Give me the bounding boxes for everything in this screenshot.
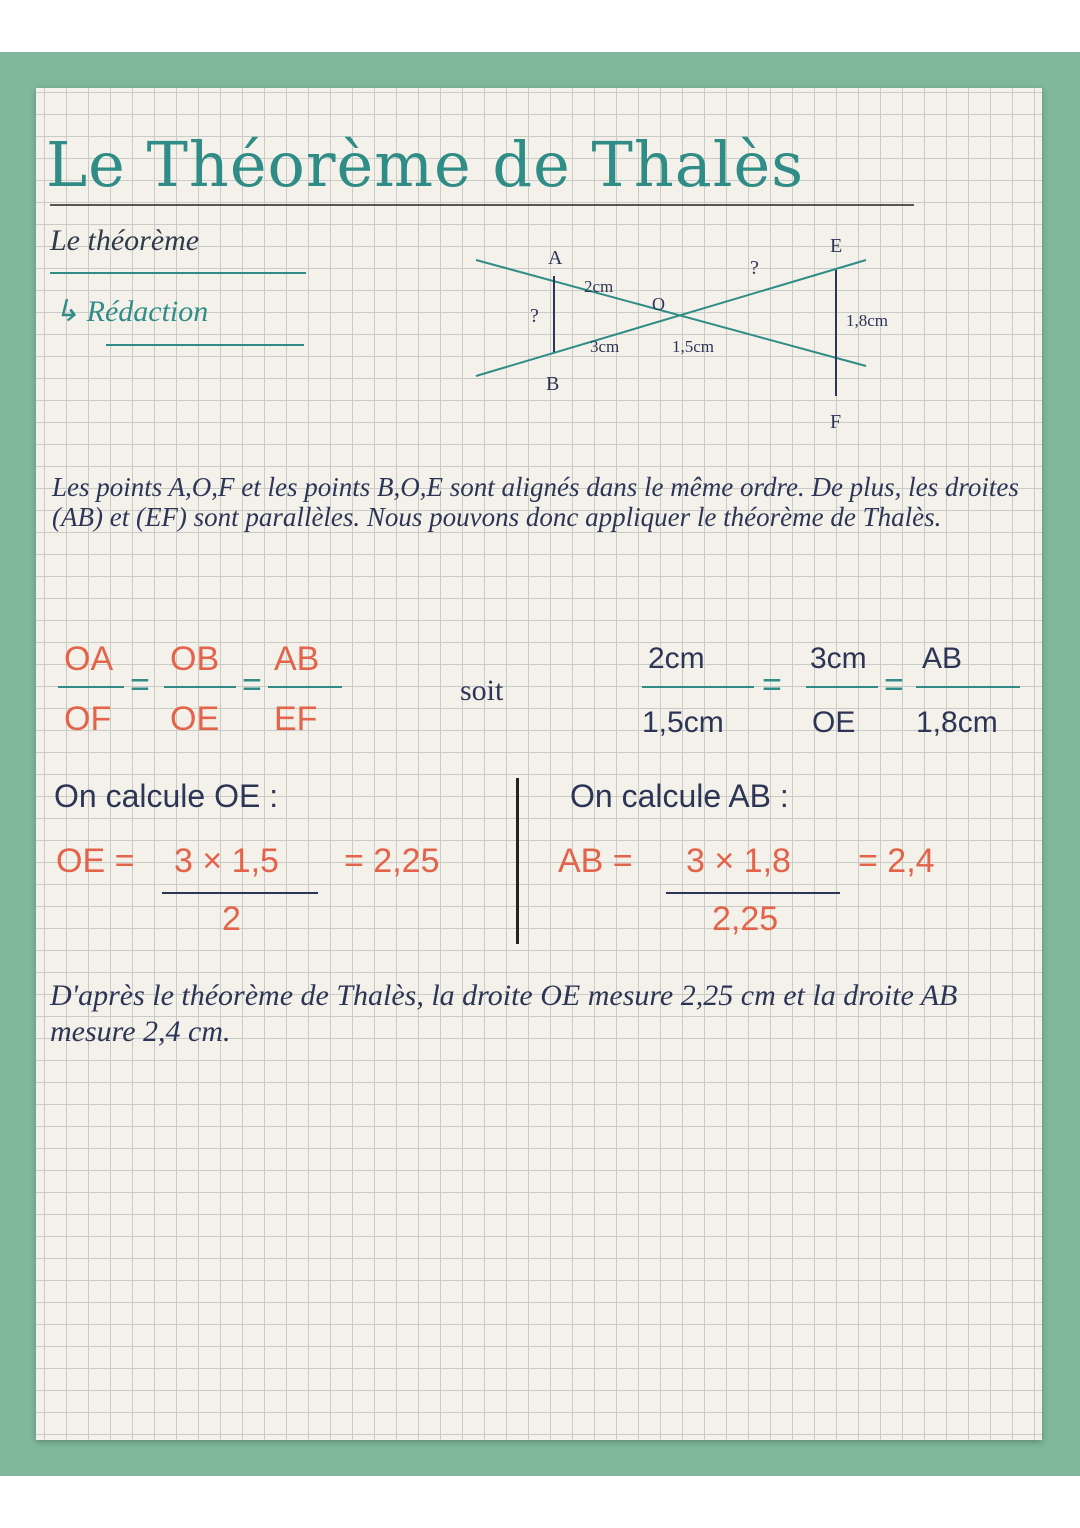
label-unknown-ab: ? — [530, 305, 539, 327]
label-len-oa: 2cm — [584, 277, 614, 296]
label-e: E — [830, 235, 843, 257]
label-len-ob: 3cm — [590, 337, 620, 356]
ratio-bar-1 — [58, 686, 124, 688]
ratio-value-1-5cm: 1,5cm — [642, 706, 724, 739]
grid-paper-sheet — [36, 88, 1042, 1440]
ratio-num-oa: OA — [64, 640, 114, 678]
title-underline — [50, 204, 914, 206]
label-f: F — [830, 411, 842, 433]
label-len-ef: 1,8cm — [846, 311, 889, 330]
top-margin — [0, 0, 1080, 52]
section-theoreme: Le théorème — [50, 224, 200, 257]
ratio-num-ob: OB — [170, 640, 220, 678]
label-b: B — [546, 373, 560, 395]
ratio-value-2cm: 2cm — [648, 642, 705, 675]
ratio-bar-3 — [268, 686, 342, 688]
explanation-paragraph: Les points A,O,F et les points B,O,E sont alignés dans le même ordre. De plus, les droites (AB) et (EF) sont parallèles. Nous pouvons donc appliquer le théorème de Thalès. — [52, 472, 1019, 532]
page-title: Le Théorème de Thalès — [46, 128, 805, 201]
ratio-value-oe: OE — [812, 706, 856, 739]
section-redaction-underline — [106, 344, 304, 346]
ratio-den-ef: EF — [274, 700, 318, 738]
calc-oe-numerator: 3 × 1,5 — [174, 842, 279, 880]
ratio-value-3cm: 3cm — [810, 642, 867, 675]
section-redaction: ↳ Rédaction — [54, 295, 209, 328]
calc-ab-denominator: 2,25 — [712, 900, 779, 938]
calc-ab-lhs: AB = — [558, 842, 633, 880]
ratio-eq-4: = — [884, 666, 904, 704]
ratio-bar-5 — [806, 686, 878, 688]
label-len-of: 1,5cm — [672, 337, 715, 356]
word-soit: soit — [460, 674, 504, 707]
calc-oe-fraction-bar — [162, 892, 318, 894]
ratio-bar-2 — [164, 686, 236, 688]
calc-ab-heading: On calcule AB : — [570, 778, 789, 814]
calc-oe-denominator: 2 — [222, 900, 241, 938]
ratio-value-1-8cm: 1,8cm — [916, 706, 998, 739]
calc-oe-result: = 2,25 — [344, 842, 440, 880]
ratio-den-of: OF — [64, 700, 112, 738]
label-unknown-oe: ? — [750, 257, 759, 279]
calc-oe-lhs: OE = — [56, 842, 135, 880]
calc-divider — [516, 778, 519, 944]
label-o: O — [652, 294, 665, 314]
ratio-eq-2: = — [242, 666, 262, 704]
calc-ab-numerator: 3 × 1,8 — [686, 842, 791, 880]
calc-ab-result: = 2,4 — [858, 842, 935, 880]
ratio-eq-1: = — [130, 666, 150, 704]
ratio-value-ab: AB — [922, 642, 963, 675]
ratio-den-oe: OE — [170, 700, 220, 738]
ratio-bar-6 — [916, 686, 1020, 688]
label-a: A — [548, 247, 563, 269]
conclusion-text: D'après le théorème de Thalès, la droite OE mesure 2,25 cm et la droite AB mesure 2,4 cm. — [50, 979, 958, 1048]
ratio-num-ab: AB — [274, 640, 320, 678]
calc-oe-heading: On calcule OE : — [54, 778, 279, 814]
calc-ab-fraction-bar — [666, 892, 840, 894]
ratio-bar-4 — [642, 686, 754, 688]
thales-diagram — [436, 218, 956, 448]
bottom-margin — [0, 1476, 1080, 1528]
section-theoreme-underline — [50, 272, 306, 274]
ratio-eq-3: = — [762, 666, 782, 704]
